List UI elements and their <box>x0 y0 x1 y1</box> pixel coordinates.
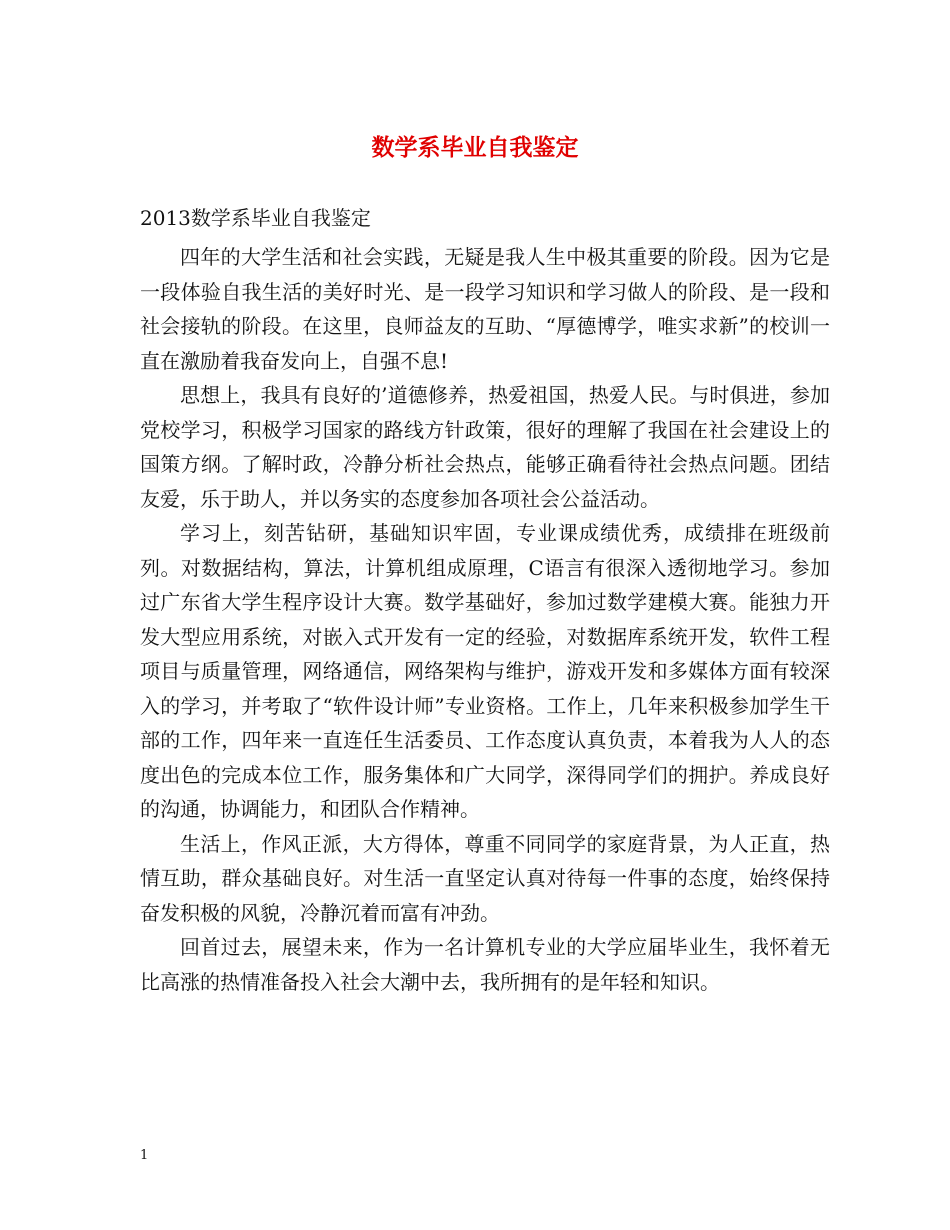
paragraph-conclusion: 回首过去，展望未来，作为一名计算机专业的大学应届毕业生，我怀着无比高涨的热情准备投入社会大潮中去，我所拥有的是年轻和知识。 <box>140 935 830 994</box>
page-number: 1 <box>140 1148 149 1163</box>
document-body <box>140 240 830 999</box>
paragraph-intro: 四年的大学生活和社会实践，无疑是我人生中极其重要的阶段。因为它是一段体验自我生活的美好时光、是一段学习知识和学习做人的阶段、是一段和社会接轨的阶段。在这里，良师益友的互助、“厚德博学，唯实求新”的校训一直在激励着我奋发向上，自强不息! <box>140 245 830 373</box>
paragraph-study-work: 学习上，刻苦钻研，基础知识牢固，专业课成绩优秀，成绩排在班级前列。对数据结构，算法，计算机组成原理，C语言有很深入透彻地学习。参加过广东省大学生程序设计大赛。数学基础好，参加过数学建模大赛。能独力开发大型应用系统，对嵌入式开发有一定的经验，对数据库系统开发，软件工程项目与质量管理，网络通信，网络架构与维护，游戏开发和多媒体方面有较深入的学习，并考取了“软件设计师”专业资格。工作上，几年来积极参加学生干部的工作，四年来一直连任生活委员、工作态度认真负责，本着我为人人的态度出色的完成本位工作，服务集体和广大同学，深得同学们的拥护。养成良好的沟通，协调能力，和团队合作精神。 <box>140 521 830 821</box>
document-title: 数学系毕业自我鉴定 <box>371 134 579 161</box>
paragraph-ideology: 思想上，我具有良好的’道德修养，热爱祖国，热爱人民。与时俱进，参加党校学习，积极学习国家的路线方针政策，很好的理解了我国在社会建设上的国策方纲。了解时政，冷静分析社会热点，能够正确看待社会热点问题。团结友爱，乐于助人，并以务实的态度参加各项社会公益活动。 <box>140 383 830 511</box>
document-subtitle: 2013数学系毕业自我鉴定 <box>140 206 371 230</box>
paragraph-life: 生活上，作风正派，大方得体，尊重不同同学的家庭背景，为人正直，热情互助，群众基础良好。对生活一直坚定认真对待每一件事的态度，始终保持奋发积极的风貌，冷静沉着而富有冲劲。 <box>140 831 830 925</box>
